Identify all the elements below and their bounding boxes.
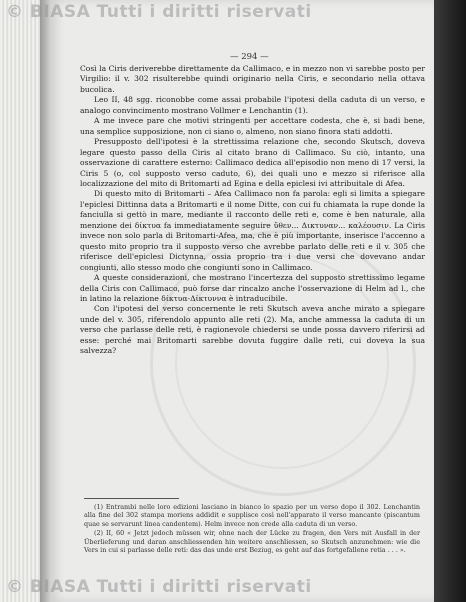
paragraph: Di questo mito di Britomarti – Afea Callimaco non fa parola: egli si limita a spiegare l'epiclesi Dittinna data a Britomarti e il nome Ditte, con cui fu chiamata la rupe donde la fanciulla si gettò in mare, mediante il racconto delle reti e, come è ben naturale, alla menzione dei δίκτυα fa immediatamente seguire ὕθεν... Δικτυναν... καλέουσιν. La Ciris invece non solo parla di Britomarti-Afea, ma, che è più importante, inserisce l'accenno a questo mito proprio tra il supposto verso che avrebbe parlato delle reti e il v. 305 che riferisce dell'epiclesi Dictynna, ossia proprio tra i due versi che dovevano andar congiunti, allo stesso modo che congiunti sono in Callimaco. (80, 189, 425, 272)
paragraph: Leo II, 48 sgg. riconobbe come assai probabile l'ipotesi della caduta di un verso, e analogo convincimento mostrano Vollmer e Lenchantin (1). (80, 95, 425, 115)
paragraph: Presupposto dell'ipotesi è la strettissima relazione che, secondo Skutsch, doveva legare questo passo della Ciris al citato brano di Callimaco. Su ciò, intanto, una osservazione di carattere esterno: Callimaco dedica all'episodio non meno di 17 versi, la Ciris 5 (o, col supposto verso caduto, 6), dei quali uno e mezzo si riferisce alla localizzazione del mito di Britomarti ad Egina e della epiclesi ivi attribuitale di Afea. (80, 137, 425, 188)
paragraph: A queste considerazioni, che mostrano l'incertezza del supposto strettissimo legame della Ciris con Callimaco, può forse dar rincalzo anche l'osservazione di Helm ad l., che in latino la relazione δίκτυα-Δίκτυννα è intraducibile. (80, 273, 425, 303)
paragraph: A me invece pare che motivi stringenti per accettare codesta, che è, si badi bene, una semplice supposizione, non ci siano o, almeno, non siano finora stati addotti. (80, 116, 425, 136)
footnote: (2) II, 60 « Jetzt jedoch müssen wir, ohne nach der Lücke zu fragen, den Vers mit Ausfall in der Überlieferung und daran anschliessenden hin weitere anschliessen, so Skutsch anzunehmen: wie die Vers in cui si parlasse delle reti: das das unde erst Beziug, es geht auf das fortgefallene retia . . . ». (84, 529, 420, 555)
paragraph: Con l'ipotesi del verso concernente le reti Skutsch aveva anche mirato a spiegare unde del v. 305, riferendolo appunto alle reti (2). Ma, anche ammessa la caduta di un verso che parlasse delle reti, è ragionevole chiedersi se unde possa davvero riferirsi ad esse: perché mai Britomarti sarebbe dovuta fuggire dalle reti, cui doveva la sua salvezza? (80, 304, 425, 356)
background-edge (434, 0, 466, 602)
footnote: (1) Entrambi nelle loro edizioni lasciano in bianco lo spazio per un verso dopo il 302. Lenchantin alla fine del 302 stampa moriens addidit e supplisce così nell'apparato il verso mancante (piscantum quae se servarunt linea candentem). Helm invece non crede alla caduta di un verso. (84, 503, 420, 528)
footnotes (84, 503, 420, 555)
watermark-bottom: © BIASA Tutti i diritti riservati (6, 577, 312, 597)
page-number: — 294 — (230, 52, 269, 62)
paragraph: Così la Ciris deriverebbe direttamente da Callimaco, e in mezzo non vi sarebbe posto per Virgilio: il v. 302 risulterebbe quindi originario nella Ciris, e secondario nella ottava bucolica. (80, 64, 425, 94)
watermark-top: © BIASA Tutti i diritti riservati (6, 2, 312, 22)
body-text (80, 64, 425, 357)
footnote-rule (84, 498, 179, 499)
